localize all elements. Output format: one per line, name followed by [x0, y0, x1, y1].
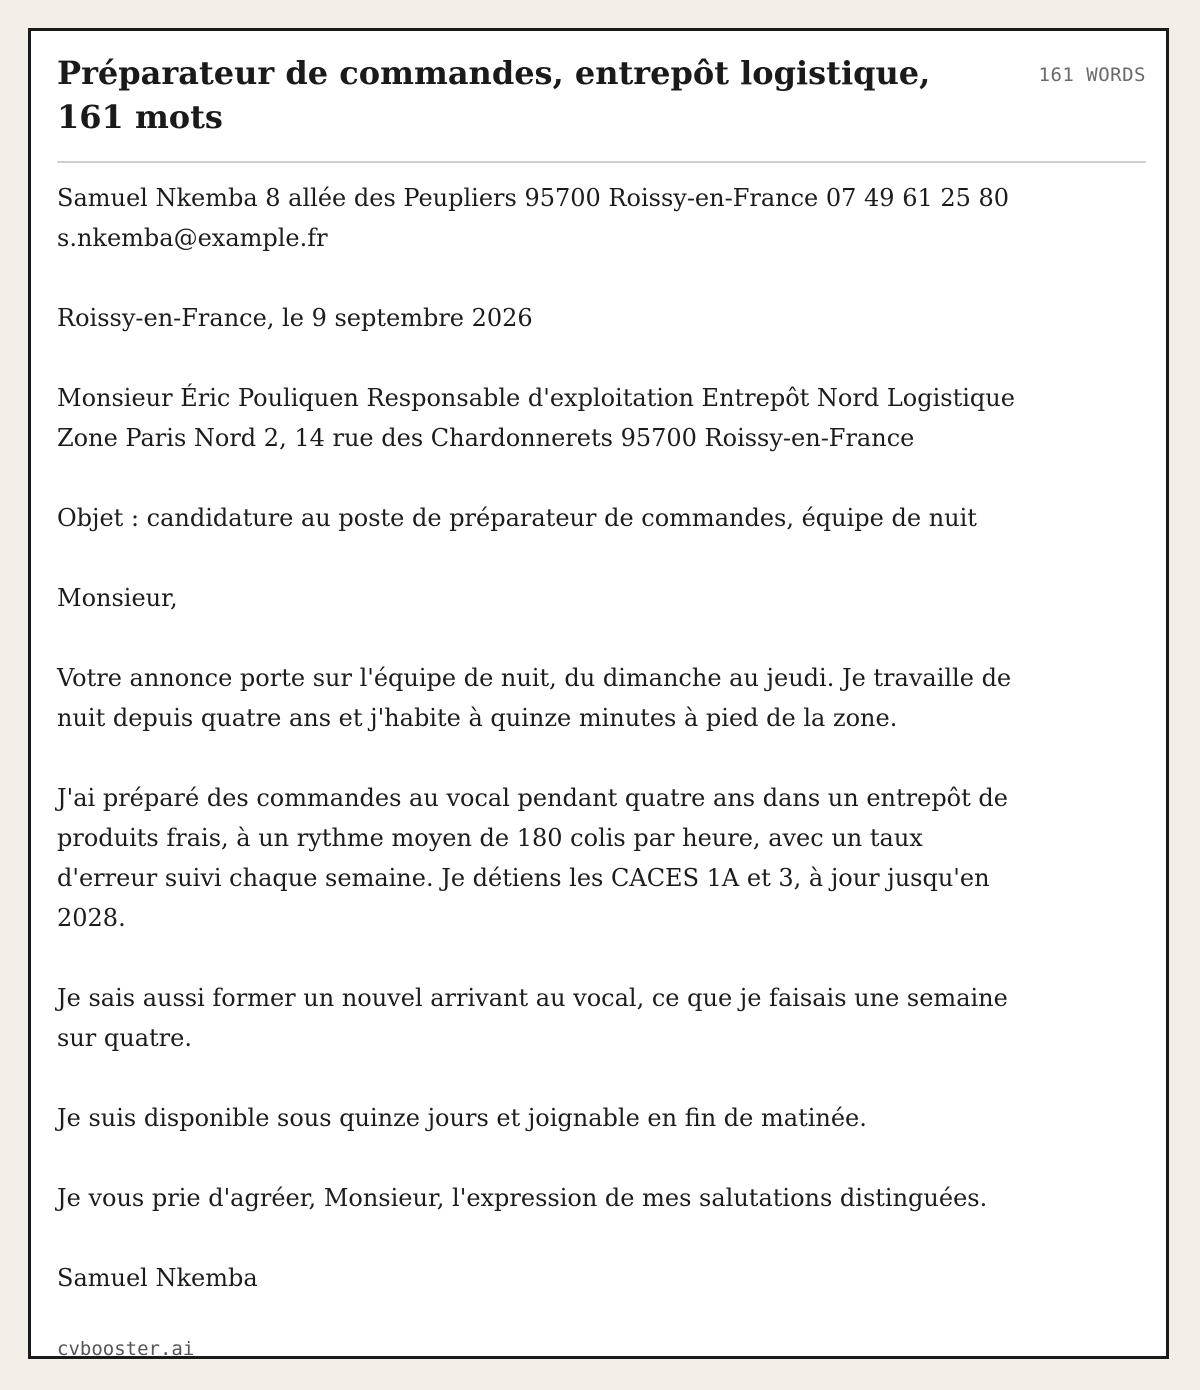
- closing-formula: Je vous prie d'agréer, Monsieur, l'expression de mes salutations distinguées.: [57, 1184, 988, 1212]
- sender-block: Samuel Nkemba 8 allée des Peupliers 95700 Roissy-en-France 07 49 61 25 80 s.nkemba@example.fr: [57, 184, 1010, 252]
- brand-footer: cvbooster.ai: [57, 1338, 195, 1360]
- subject-line: Objet : candidature au poste de préparateur de commandes, équipe de nuit: [57, 504, 977, 532]
- salutation: Monsieur,: [57, 584, 178, 612]
- recipient-block: Monsieur Éric Pouliquen Responsable d'exploitation Entrepôt Nord Logistique Zone Paris Nord 2, 14 rue des Chardonnerets 95700 Roissy-en-France: [57, 384, 1015, 452]
- body-paragraph: J'ai préparé des commandes au vocal pendant quatre ans dans un entrepôt de produits frais, à un rythme moyen de 180 colis par heure, avec un taux d'erreur suivi chaque semaine. Je détiens les CACES 1A et 3, à jour jusqu'en 2028.: [57, 784, 1008, 932]
- page-title: Préparateur de commandes, entrepôt logistique, 161 mots: [57, 54, 931, 136]
- letter-body: [57, 178, 1017, 1298]
- body-paragraph: Je suis disponible sous quinze jours et joignable en fin de matinée.: [57, 1104, 867, 1132]
- place-date: Roissy-en-France, le 9 septembre 2026: [57, 304, 533, 332]
- body-paragraph: Je sais aussi former un nouvel arrivant au vocal, ce que je faisais une semaine sur quatre.: [57, 984, 1008, 1052]
- word-count-badge: 161 WORDS: [1038, 64, 1146, 86]
- card-header: [57, 51, 1146, 163]
- cover-letter-card: [28, 28, 1169, 1359]
- signature: Samuel Nkemba: [57, 1264, 258, 1292]
- body-paragraph: Votre annonce porte sur l'équipe de nuit, du dimanche au jeudi. Je travaille de nuit depuis quatre ans et j'habite à quinze minutes à pied de la zone.: [57, 664, 1012, 732]
